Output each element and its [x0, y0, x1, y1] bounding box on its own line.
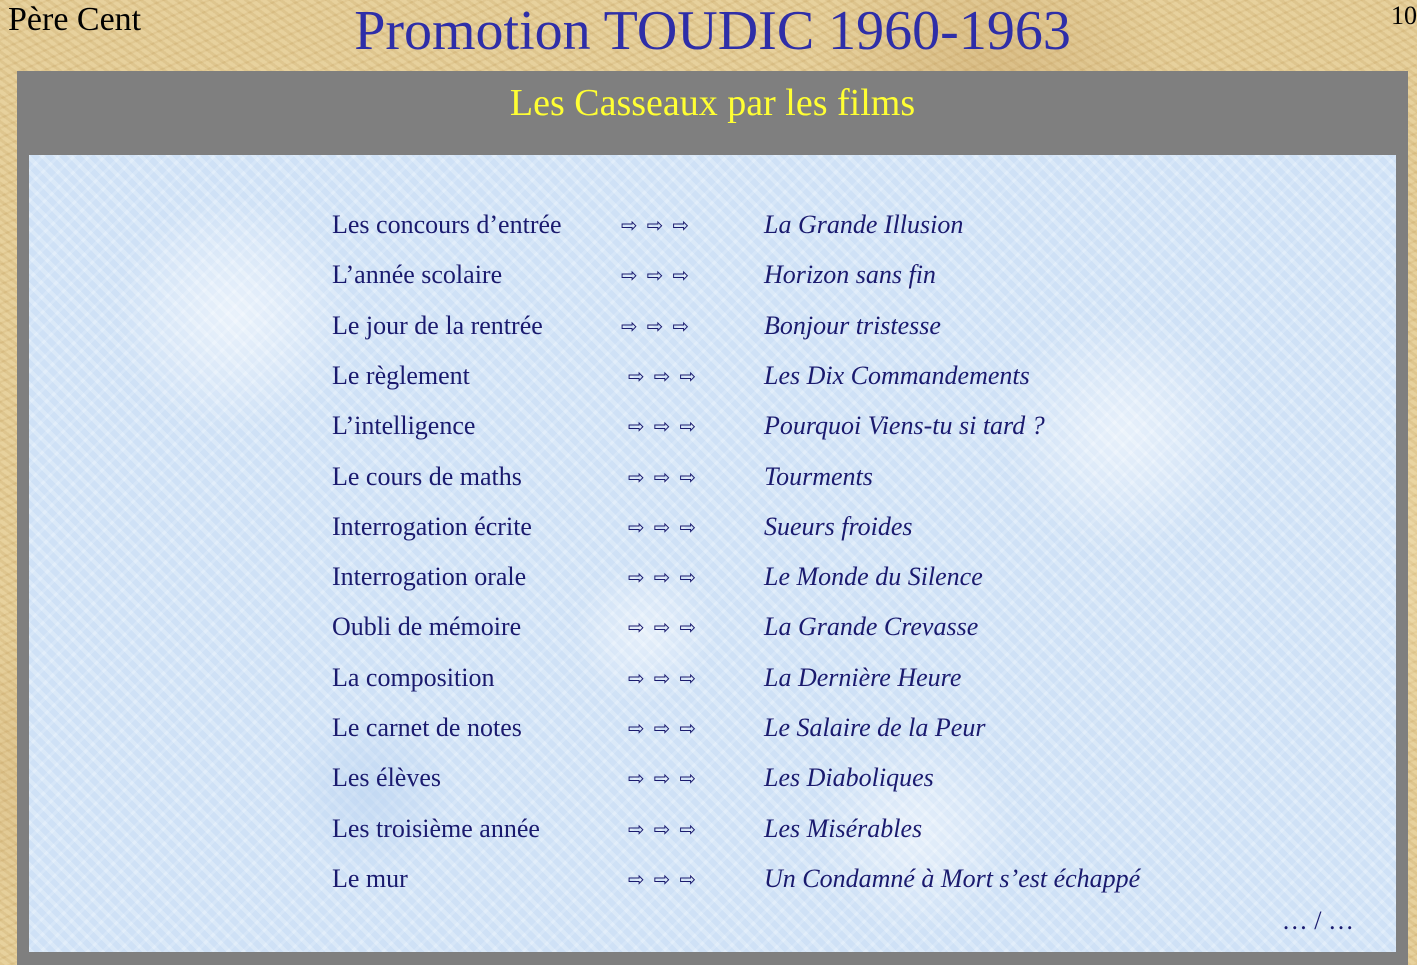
list-item-term: Les concours d’entrée	[332, 210, 562, 239]
list-item-film: Bonjour tristesse	[764, 310, 941, 340]
list-item-film: La Grande Crevasse	[764, 612, 979, 642]
list-item-term: La composition	[332, 662, 495, 692]
film-list	[29, 155, 1396, 952]
list-item-film: Les Misérables	[764, 813, 923, 843]
list-item	[29, 658, 1396, 698]
arrow-right-icon: ⇨⇨⇨	[621, 213, 699, 237]
arrow-right-icon: ⇨⇨⇨	[621, 263, 699, 288]
slide-subtitle: Les Casseaux par les films	[509, 82, 916, 124]
list-item-film: Le Monde du Silence	[764, 562, 983, 592]
list-item-film: Un Condamné à Mort s’est échappé	[764, 863, 1141, 893]
page-number: 10	[1391, 1, 1417, 30]
continued-marker: … / …	[1281, 906, 1354, 935]
list-item-term: Le mur	[332, 863, 408, 893]
arrow-right-icon: ⇨⇨⇨	[628, 464, 706, 489]
list-item	[29, 507, 1396, 547]
list-item	[29, 255, 1396, 295]
list-item	[29, 406, 1396, 446]
list-item-film: La Dernière Heure	[764, 662, 962, 692]
list-item-term: Le cours de maths	[332, 461, 522, 491]
list-item	[29, 607, 1396, 647]
list-item-film: Le Salaire de la Peur	[764, 713, 986, 742]
list-item-film: Les Dix Commandements	[764, 360, 1030, 390]
list-item-film: Sueurs froides	[764, 511, 913, 541]
arrow-right-icon: ⇨⇨⇨	[628, 615, 706, 640]
list-item-term: L’année scolaire	[332, 260, 503, 290]
list-item	[29, 306, 1396, 346]
list-item-film: Horizon sans fin	[764, 260, 936, 290]
list-item	[29, 557, 1396, 597]
arrow-right-icon: ⇨⇨⇨	[628, 866, 706, 891]
list-item-term: Interrogation orale	[332, 562, 527, 592]
list-item	[29, 859, 1396, 899]
list-item-term: L’intelligence	[332, 411, 476, 441]
list-item-term: Les troisième année	[332, 813, 540, 843]
list-item-term: Les élèves	[332, 763, 442, 793]
list-item	[29, 457, 1396, 497]
arrow-right-icon: ⇨⇨⇨	[628, 816, 706, 841]
list-item-film: Pourquoi Viens-tu si tard ?	[764, 411, 1045, 441]
arrow-right-icon: ⇨⇨⇨	[628, 514, 706, 539]
arrow-right-icon: ⇨⇨⇨	[628, 414, 706, 439]
list-item-term: Le carnet de notes	[332, 713, 522, 742]
arrow-right-icon: ⇨⇨⇨	[628, 766, 706, 791]
list-item-film: Tourments	[764, 461, 873, 491]
arrow-right-icon: ⇨⇨⇨	[628, 665, 706, 690]
list-item	[29, 205, 1396, 245]
list-item-term: Le jour de la rentrée	[332, 310, 543, 340]
arrow-right-icon: ⇨⇨⇨	[628, 565, 706, 590]
slide-panel	[17, 71, 1408, 965]
list-item-film: Les Diaboliques	[764, 763, 934, 793]
arrow-right-icon: ⇨⇨⇨	[628, 363, 706, 388]
list-item	[29, 356, 1396, 396]
page-title: Promotion TOUDIC 1960-1963	[354, 0, 1071, 62]
list-item-film: La Grande Illusion	[764, 210, 964, 239]
list-item-term: Oubli de mémoire	[332, 612, 522, 642]
list-item	[29, 809, 1396, 849]
author-name: Père Cent	[8, 1, 142, 38]
arrow-right-icon: ⇨⇨⇨	[628, 716, 706, 740]
list-item-term: Le règlement	[332, 360, 470, 390]
list-item	[29, 758, 1396, 798]
arrow-right-icon: ⇨⇨⇨	[621, 313, 699, 338]
list-item	[29, 708, 1396, 748]
list-item-term: Interrogation écrite	[332, 511, 532, 541]
